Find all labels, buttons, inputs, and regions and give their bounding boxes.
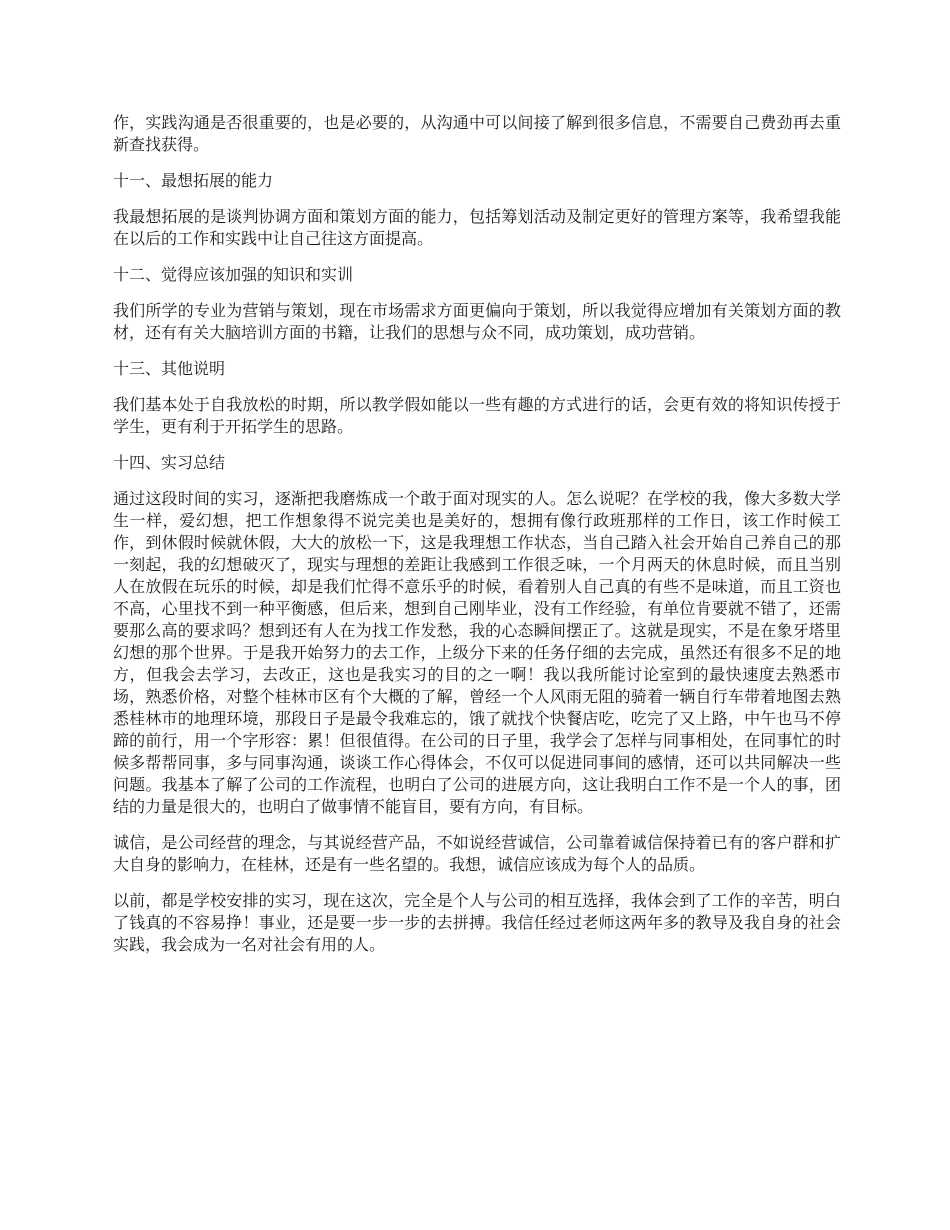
paragraph-knowledge: 我们所学的专业为营销与策划，现在市场需求方面更偏向于策划，所以我觉得应增加有关策划方面的教材，还有有关大脑培训方面的书籍，让我们的思想与众不同，成功策划，成功营销。 [113, 301, 841, 342]
paragraph-summary-3: 以前，都是学校安排的实习，现在这次，完全是个人与公司的相互选择，我体会到了工作的辛苦，明白了钱真的不容易挣！事业，还是要一步一步的去拼搏。我信任经过老师这两年多的教导及我自身的社会实践，我会成为一名对社会有用的人。 [113, 891, 841, 954]
section-heading-12: 十二、觉得应该加强的知识和实训 [113, 265, 354, 284]
paragraph-other: 我们基本处于自我放松的时期，所以教学假如能以一些有趣的方式进行的话，会更有效的将知识传授于学生，更有利于开拓学生的思路。 [113, 395, 841, 436]
section-heading-11: 十一、最想拓展的能力 [113, 171, 274, 190]
section-heading-14: 十四、实习总结 [113, 453, 226, 472]
paragraph-continuation: 作，实践沟通是否很重要的，也是必要的，从沟通中可以间接了解到很多信息，不需要自己费劲再去重新查找获得。 [113, 113, 841, 154]
paragraph-summary-2: 诚信，是公司经营的理念，与其说经营产品，不如说经营诚信，公司靠着诚信保持着已有的客户群和扩大自身的影响力，在桂林，还是有一些名望的。我想，诚信应该成为每个人的品质。 [113, 833, 841, 874]
section-heading-13: 十三、其他说明 [113, 359, 226, 378]
paragraph-summary-1: 通过这段时间的实习，逐渐把我磨炼成一个敢于面对现实的人。怎么说呢？在学校的我，像大多数大学生一样，爱幻想，把工作想象得不说完美也是美好的，想拥有像行政班那样的工作日，该工作时候工作，到休假时候就休假，大大的放松一下，这是我理想工作状态，当自己踏入社会开始自己养自己的那一刻起，我的幻想破灭了，现实与理想的差距让我感到工作很乏味，一个月两天的休息时候，而且当别人在放假在玩乐的时候，却是我们忙得不意乐乎的时候，看着别人自己真的有些不是味道，而且工资也不高，心里找不到一种平衡感，但后来，想到自己刚毕业，没有工作经验，有单位肯要就不错了，还需要那么高的要求吗？想到还有人在为找工作发愁，我的心态瞬间摆正了。这就是现实，不是在象牙塔里幻想的那个世界。于是我开始努力的去工作，上级分下来的任务仔细的去完成，虽然还有很多不足的地方，但我会去学习，去改正，这也是我实习的目的之一啊！我以我所能讨论室到的最快速度去熟悉市场，熟悉价格，对整个桂林市区有个大概的了解，曾经一个人风雨无阻的骑着一辆自行车带着地图去熟悉桂林市的地理环境，那段日子是最令我难忘的，饿了就找个快餐店吃，吃完了又上路，中午也马不停蹄的前行，用一个字形容：累！但很值得。在公司的日子里，我学会了怎样与同事相处，在同事忙的时候多帮帮同事，多与同事沟通，谈谈工作心得体会，不仅可以促进同事间的感情，还可以共同解决一些问题。我基本了解了公司的工作流程，也明白了公司的进展方向，这让我明白工作不是一个人的事，团结的力量是很大的，也明白了做事情不能盲目，要有方向，有目标。 [113, 489, 841, 816]
document-page [113, 112, 841, 970]
paragraph-abilities: 我最想拓展的是谈判协调方面和策划方面的能力，包括筹划活动及制定更好的管理方案等，我希望我能在以后的工作和实践中让自己往这方面提高。 [113, 207, 841, 248]
